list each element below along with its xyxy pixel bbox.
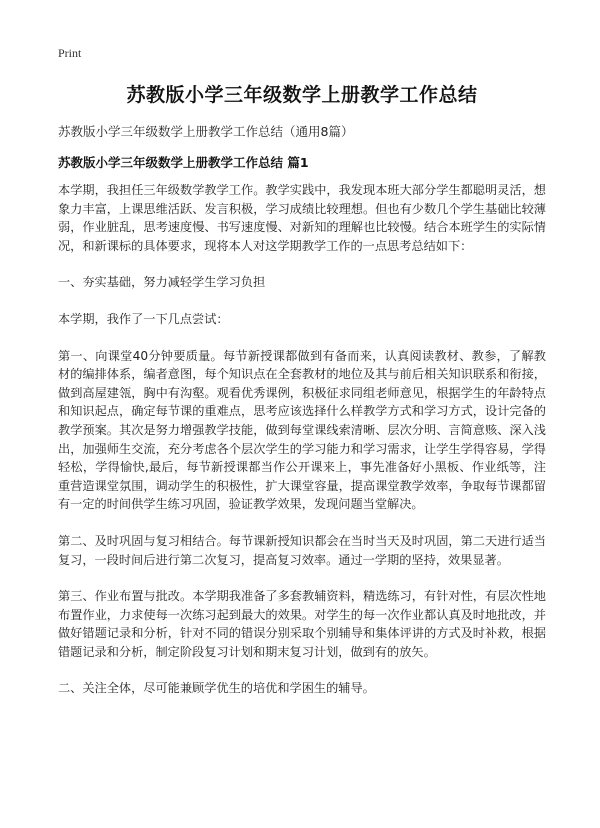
print-label[interactable]: Print [58, 46, 82, 60]
paragraph-second: 第二、及时巩固与复习相结合。每节课新授知识都会在当时当天及时巩固，第二天进行适当复习，一段时间后进行第二次复习，提高复习效率。通过一学期的坚持，效果显著。 [58, 533, 546, 567]
paragraph-attempts: 本学期，我作了一下几点尝试： [58, 311, 229, 326]
paragraph-heading-2: 二、关注全体，尽可能兼顾学优生的培优和学困生的辅导。 [58, 681, 375, 696]
paragraph-intro: 本学期，我担任三年级数学教学工作。教学实践中，我发现本班大部分学生都聪明灵活，想象力丰富，上课思维活跃、发言积极，学习成绩比较理想。但也有少数几个学生基础比较薄弱，作业脏乱，思考速度慢、书写速度慢、对新知的理解也比较慢。结合本班学生的实际情况，和新课标的具体要求，现将本人对这学期教学工作的一点思考总结如下： [58, 183, 546, 253]
paragraph-heading-1: 一、夯实基础，努力减轻学生学习负担 [58, 275, 266, 290]
paragraph-third: 第三、作业布置与批改。本学期我准备了多套教辅资料，精选练习，有针对性，有层次性地布置作业，力求使每一次练习起到最大的效果。对学生的每一次作业都认真及时地批改，并做好错题记录和分析，针对不同的错误分别采取个别辅导和集体评讲的方式及时补救，根据错题记录和分析，制定阶段复习计划和期末复习计划，做到有的放矢。 [58, 589, 546, 659]
section-heading: 苏教版小学三年级数学上册教学工作总结 篇1 [58, 155, 309, 170]
paragraph-first: 第一、向课堂40分钟要质量。每节新授课都做到有备而来，认真阅读教材、教参，了解教材的编排体系，编者意图，每个知识点在全套教材的地位及其与前后相关知识联系和衔接，做到高屋建瓴，胸中有沟壑。观看优秀课例，积极征求同组老师意见，根据学生的年龄特点和知识起点，确定每节课的重难点，思考应该选择什么样教学方式和学习方式，设计完备的教学预案。其次是努力增强教学技能，做到每堂课线索清晰、层次分明、言简意赅、深入浅出，加强师生交流，充分考虑各个层次学生的学习能力和学习需求，让学生学得容易，学得轻松，学得愉快,最后，每节新授课都当作公开课来上，事先准备好小黑板、作业纸等，注重营造课堂氛围，调动学生的积极性，扩大课堂容量，提高课堂教学效率，争取每节课都留有一定的时间供学生练习巩固，验证教学效果，发现问题当堂解决。 [58, 348, 546, 512]
document-subtitle: 苏教版小学三年级数学上册教学工作总结（通用8篇） [58, 124, 354, 139]
body-text [58, 181, 546, 716]
page-title: 苏教版小学三年级数学上册教学工作总结 [126, 84, 478, 106]
